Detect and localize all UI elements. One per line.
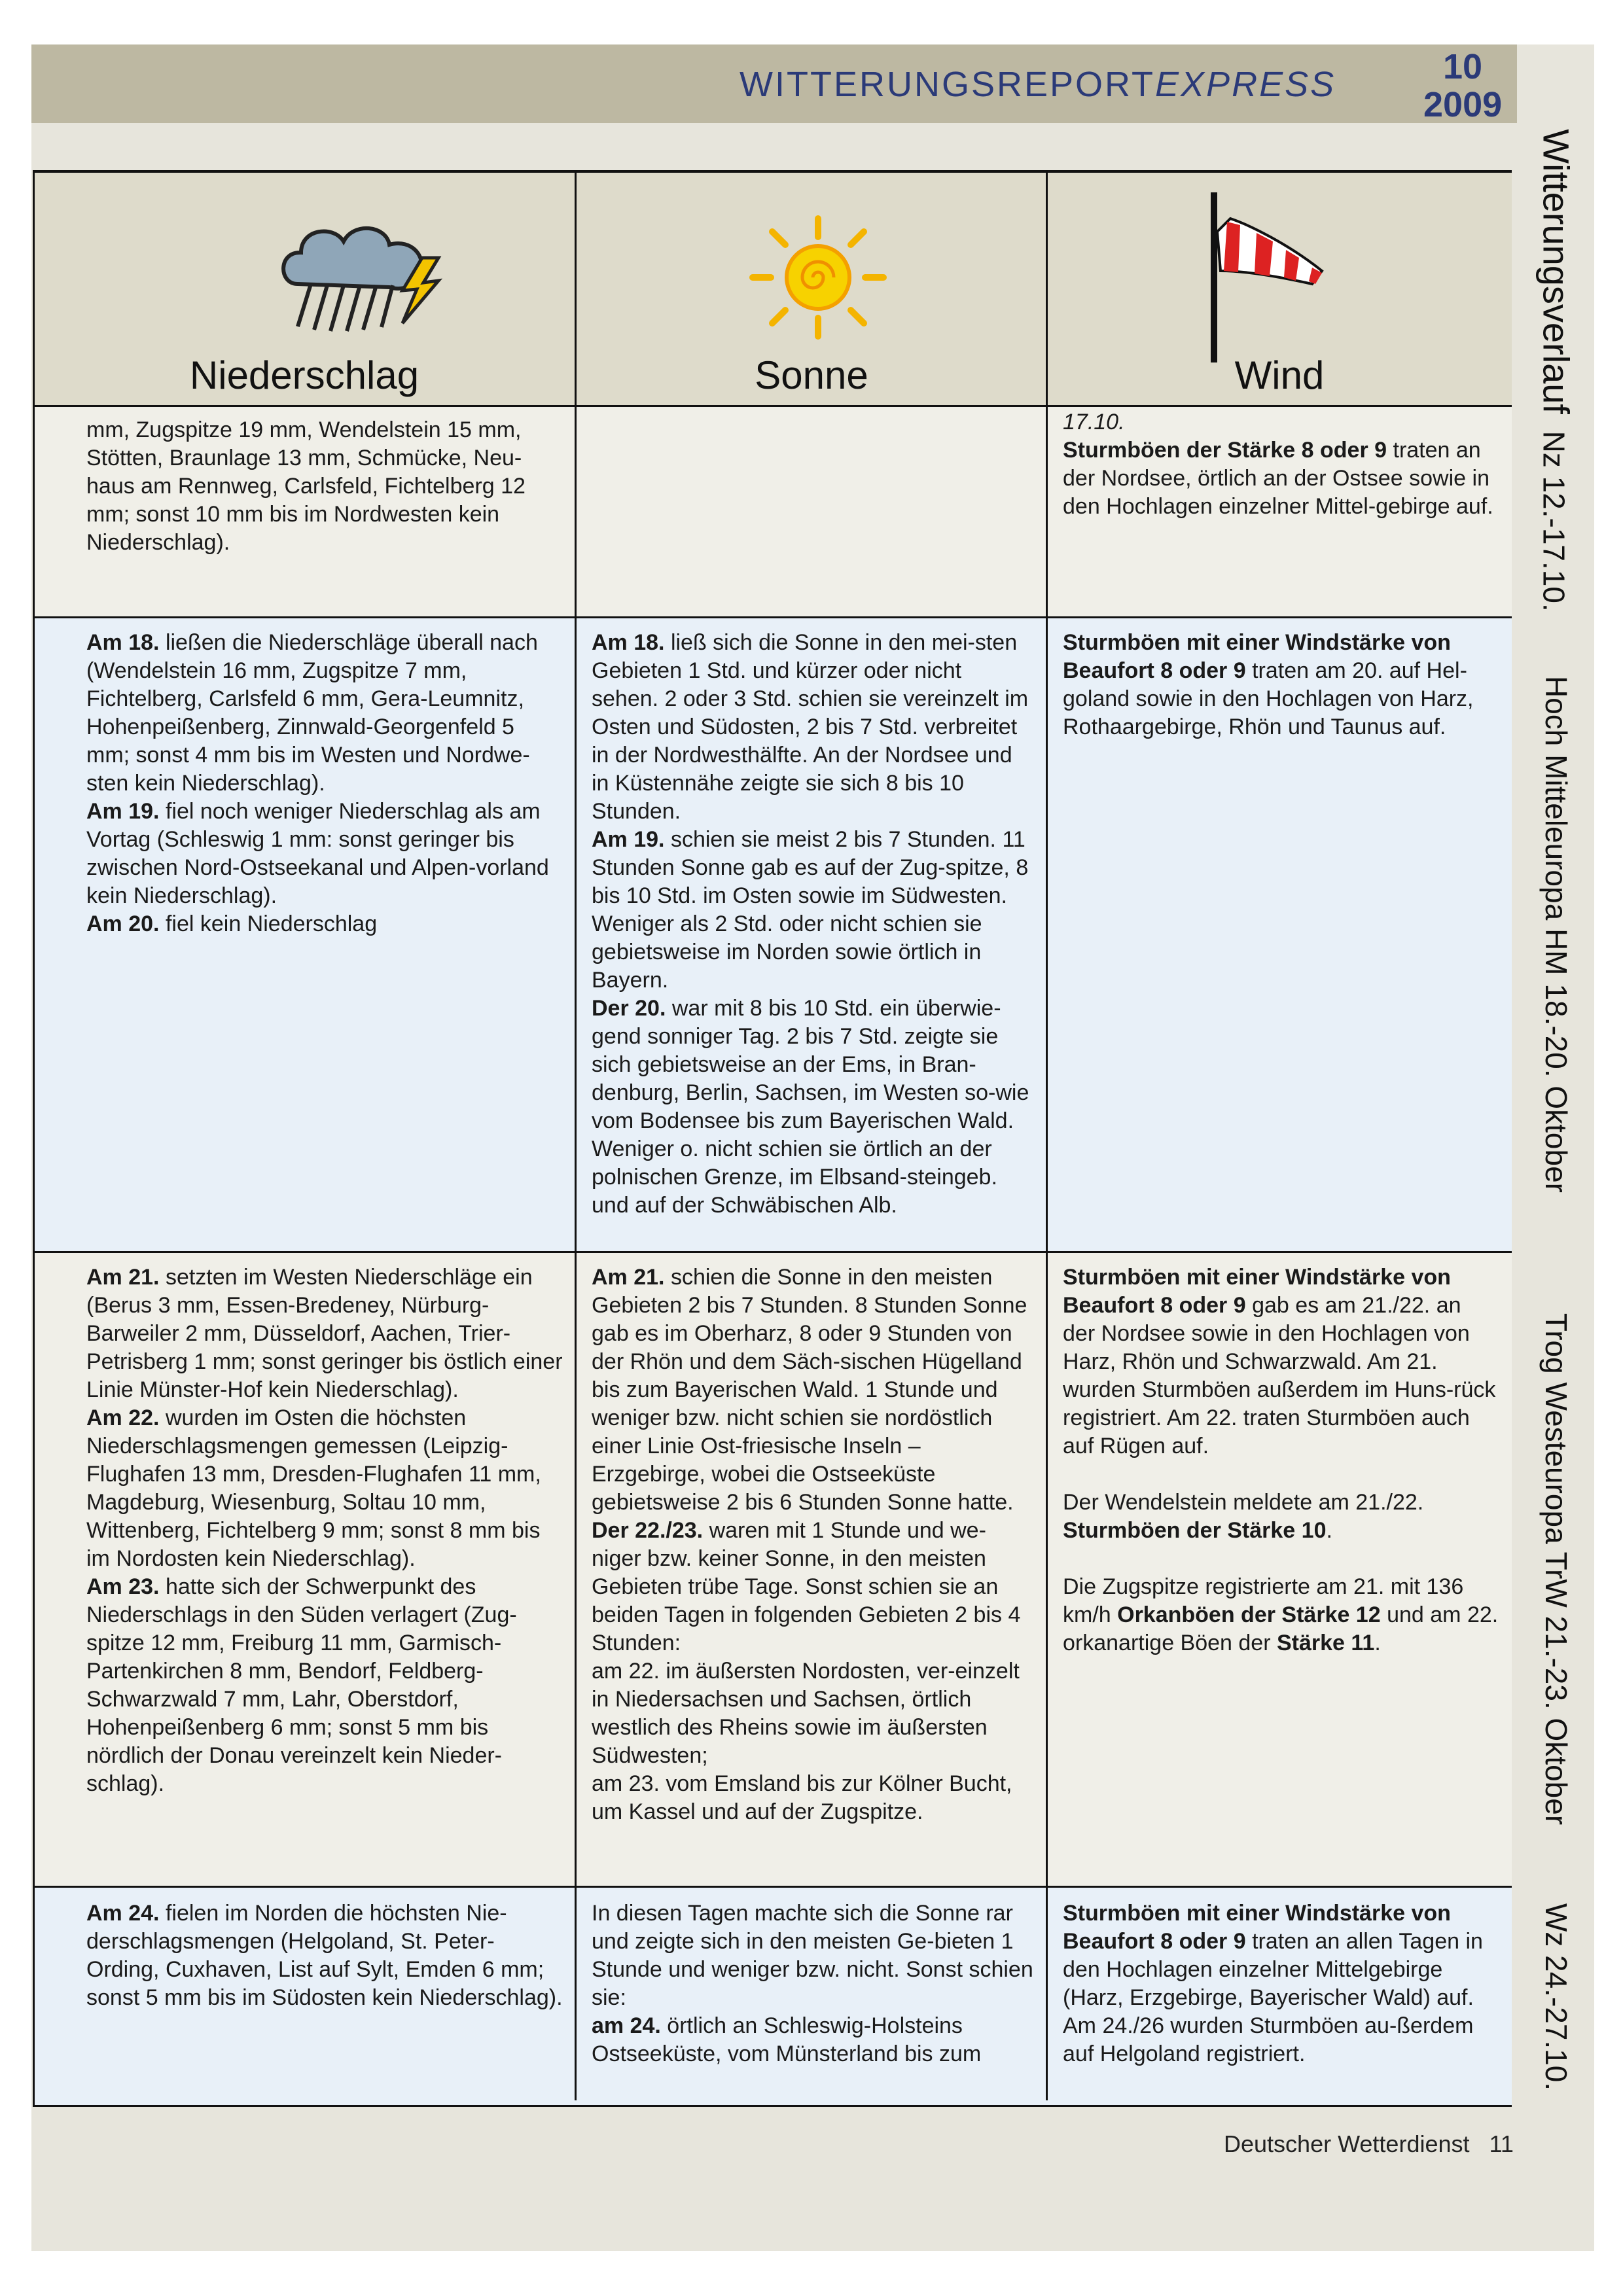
sidebar-period-3: Trog Westeuropa TrW 21.-23. Oktober <box>1539 1313 1573 1826</box>
cell-wind: Sturmböen mit einer Windstärke von Beaufort 8 oder 9 traten an allen Tagen in den Hochlagen einzelner Mittelgebirge (Harz, Erzgebirge, Bayerischer Wald) auf. Am 24./26 wurden Sturmböen au-ßerdem auf Helgoland registriert. <box>1063 1901 1483 2066</box>
divider <box>1046 170 1048 2100</box>
page-footer <box>1224 2130 1514 2158</box>
sidebar <box>1517 123 1594 2107</box>
sidebar-title: Witterungsverlauf <box>1535 128 1577 414</box>
sidebar-period-2: Hoch Mitteleuropa HM 18.-20. Oktober <box>1539 675 1573 1193</box>
cell-wind: Sturmböen mit einer Windstärke von Beaufort 8 oder 9 gab es am 21./22. an der Nordsee sowie in den Hochlagen von Harz, Rhön und Schwarzwald. Am 21. wurden Sturmböen außerdem im Huns-rück registriert. Am 22. traten Sturmböen auch auf Rügen auf. Der Wendelstein meldete am 21./22. Sturmböen der Stärke 10. Die Zugspitze registrierte am 21. mit 136 km/h Orkanböen der Stärke 12 und am 22. orkanartige Böen der Stärke 11. <box>1063 1265 1499 1655</box>
divider <box>33 170 35 2107</box>
issue-year: 2009 <box>1423 85 1503 124</box>
sidebar-period-1: Witterungsverlauf Nz 12.-17.10. <box>1535 128 1577 612</box>
col-label-sonne: Sonne <box>755 353 868 397</box>
publication-title: WITTERUNGSREPORTEXPRESS <box>740 65 1336 104</box>
cell-niederschlag: Am 24. fielen im Norden die höchsten Nie-derschlagsmengen (Helgoland, St. Peter-Ording, Cuxhaven, List auf Sylt, Emden 6 mm; sonst 5 mm bis im Südosten kein Niederschlag). <box>86 1901 563 2010</box>
cell-sonne: Am 18. ließ sich die Sonne in den mei-sten Gebieten 1 Std. und kürzer oder nicht sehen. 2 oder 3 Std. schien sie vereinzelt im Osten und Südosten, 2 bis 7 Std. verbreitet in der Nordwesthälfte. An der Nordsee und in Küstennähe zeigte sie sich 8 bis 10 Stunden. Am 19. schien sie meist 2 bis 7 Stunden. 11 Stunden Sonne gab es auf der Zug-spitze, 8 bis 10 Std. im Osten sowie im Südwesten. Weniger als 2 Std. oder nicht schien sie gebietsweise im Norden sowie örtlich in Bayern. Der 20. war mit 8 bis 10 Std. ein überwie-gend sonniger Tag. 2 bis 7 Std. zeigte sie sich gebietsweise an der Ems, in Bran-denburg, Berlin, Sachsen, im Westen so-wie vom Bodensee bis zum Bayerischen Wald. Weniger o. nicht schien sie örtlich an der polnischen Grenze, im Elbsand-steingeb. und auf der Schwäbischen Alb. <box>592 630 1029 1218</box>
cell-wind: Sturmböen mit einer Windstärke von Beaufort 8 oder 9 traten am 20. auf Hel-goland sowie in den Hochlagen von Harz, Rothaargebirge, Rhön und Taunus auf. <box>1063 630 1474 739</box>
weather-table <box>33 170 1512 2107</box>
sun-icon <box>746 212 890 343</box>
sidebar-period-4: Wz 24.-27.10. <box>1539 1903 1573 2091</box>
header-wind <box>1047 173 1512 407</box>
windsock-icon <box>1191 186 1348 369</box>
cell-niederschlag: Am 18. ließen die Niederschläge überall nach (Wendelstein 16 mm, Zugspitze 7 mm, Fichtelberg, Carlsfeld 6 mm, Gera-Leumnitz, Hohenpeißenberg, Zinnwald-Georgenfeld 5 mm; sonst 4 mm bis im Westen und Nordwe-sten kein Niederschlag). Am 19. fiel noch weniger Niederschlag als am Vortag (Schleswig 1 mm: sonst geringer bis zwischen Nord-Ostseekanal und Alpen-vorland kein Niederschlag). Am 20. fiel kein Niederschlag <box>86 630 549 936</box>
page-number: 11 <box>1489 2130 1514 2157</box>
cell-niederschlag: Am 21. setzten im Westen Niederschläge ein (Berus 3 mm, Essen-Bredeney, Nürburg-Barweiler 2 mm, Düsseldorf, Aachen, Trier-Petrisberg 1 mm; sonst geringer bis östlich einer Linie Münster-Hof kein Niederschlag). Am 22. wurden im Osten die höchsten Niederschlagsmengen gemessen (Leipzig-Flughafen 13 mm, Dresden-Flughafen 11 mm, Magdeburg, Wiesenburg, Soltau 10 mm, Wittenberg, Fichtelberg 9 mm; sonst 8 mm bis im Nordosten kein Niederschlag). Am 23. hatte sich der Schwerpunkt des Niederschlags in den Süden verlagert (Zug-spitze 12 mm, Freiburg 11 mm, Garmisch-Partenkirchen 8 mm, Bendorf, Feldberg-Schwarzwald 7 mm, Lahr, Oberstdorf, Hohenpeißenberg 6 mm; sonst 5 mm bis nördlich der Donau vereinzelt kein Nieder-schlag). <box>86 1265 563 1796</box>
issue-badge <box>1423 47 1502 123</box>
rain-cloud-lightning-icon <box>272 212 468 343</box>
issue-number: 10 <box>1442 47 1483 86</box>
table-row <box>33 407 1512 618</box>
cell-wind: 17.10. Sturmböen der Stärke 8 oder 9 traten an der Nordsee, örtlich an der Ostsee sowie in den Hochlagen einzelner Mittel-gebirge auf. <box>1063 410 1493 519</box>
cell-sonne: In diesen Tagen machte sich die Sonne rar und zeigte sich in den meisten Ge-bieten 1 Stunde und weniger bzw. nicht. Sonst schien sie: am 24. örtlich an Schleswig-Holsteins Ostseeküste, vom Münsterland bis zum <box>592 1901 1033 2066</box>
table-header <box>33 170 1512 407</box>
cell-sonne: Am 21. schien die Sonne in den meisten Gebieten 2 bis 7 Stunden. 8 Stunden Sonne gab es im Oberharz, 8 oder 9 Stunden von der Rhön und dem Säch-sischen Hügelland bis zum Bayerischen Wald. 1 Stunde und weniger bzw. nicht schien sie nordöstlich einer Linie Ost-friesische Inseln – Erzgebirge, wobei die Ostseeküste gebietsweise 2 bis 6 Stunden Sonne hatte. Der 22./23. waren mit 1 Stunde und we-niger bzw. keiner Sonne, in den meisten Gebieten trübe Tage. Sonst schien sie an beiden Tagen in folgenden Gebieten 2 bis 4 Stunden: am 22. im äußersten Nordosten, ver-einzelt in Niedersachsen und Sachsen, örtlich westlich des Rheins sowie im äußersten Südwesten; am 23. vom Emsland bis zur Kölner Bucht, um Kassel und auf der Zugspitze. <box>592 1265 1027 1824</box>
cell-niederschlag: mm, Zugspitze 19 mm, Wendelstein 15 mm, Stötten, Braunlage 13 mm, Schmücke, Neu-haus am Rennweg, Carlsfeld, Fichtelberg 12 mm; sonst 10 mm bis im Nordwesten kein Niederschlag). <box>86 417 526 555</box>
header-sonne <box>576 173 1047 407</box>
divider <box>575 170 577 2100</box>
col-label-wind: Wind <box>1234 353 1325 397</box>
col-label-niederschlag: Niederschlag <box>189 353 419 397</box>
table-row <box>33 618 1512 1253</box>
table-row <box>33 1253 1512 1888</box>
table-row <box>33 1888 1512 2107</box>
header-niederschlag <box>33 173 576 407</box>
publisher-name: Deutscher Wetterdienst <box>1224 2130 1470 2157</box>
cell-sonne <box>576 407 1047 616</box>
